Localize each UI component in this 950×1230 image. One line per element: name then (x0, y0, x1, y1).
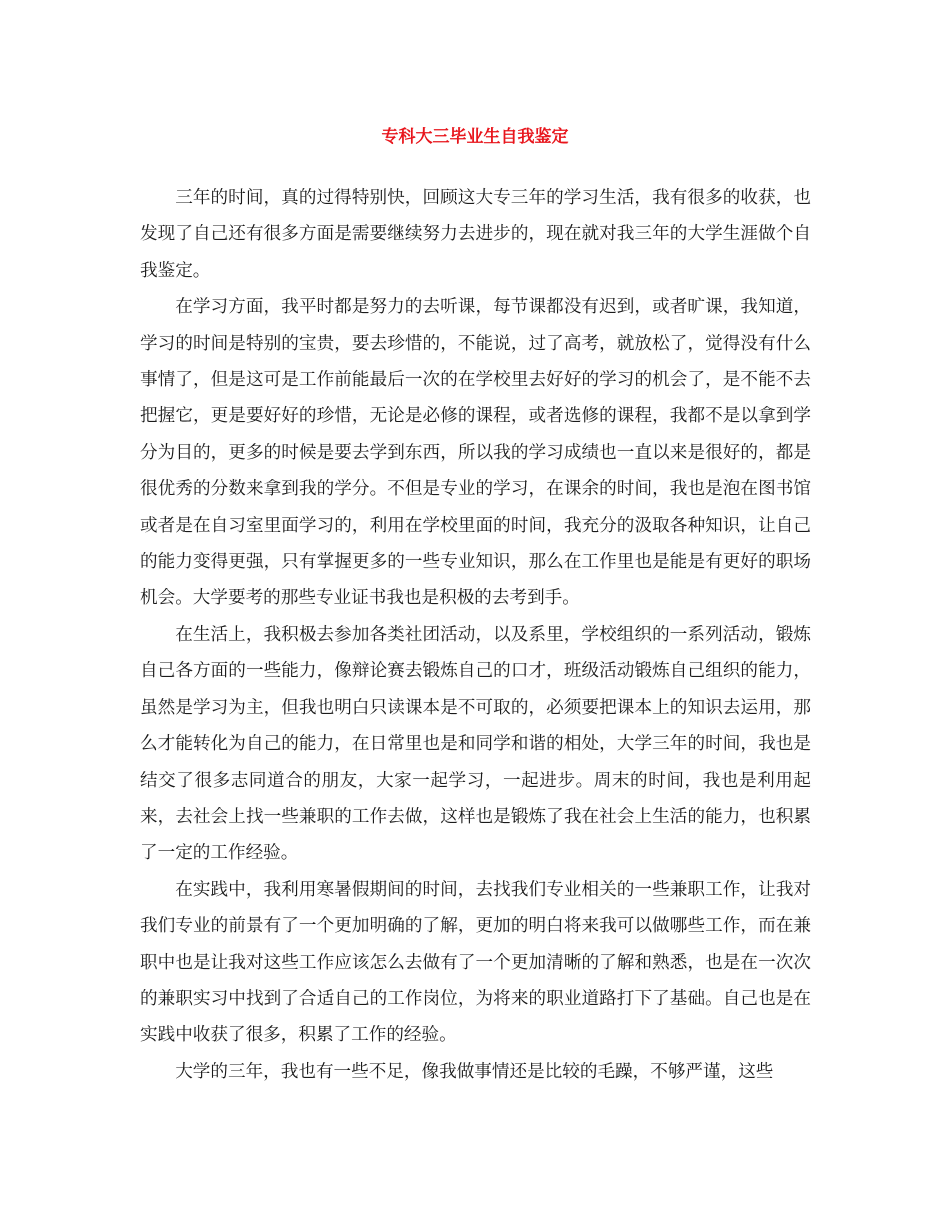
paragraph-practice: 在实践中，我利用寒暑假期间的时间，去找我们专业相关的一些兼职工作，让我对我们专业的前景有了一个更加明确的了解，更加的明白将来我可以做哪些工作，而在兼职中也是让我对这些工作应该怎么去做有了一个更加清晰的了解和熟悉，也是在一次次的兼职实习中找到了合适自己的工作岗位，为将来的职业道路打下了基础。自己也是在实践中收获了很多，积累了工作的经验。 (140, 879, 811, 1046)
document-body (140, 180, 811, 1090)
paragraph-life: 在生活上，我积极去参加各类社团活动，以及系里，学校组织的一系列活动，锻炼自己各方面的一些能力，像辩论赛去锻炼自己的口才，班级活动锻炼自己组织的能力，虽然是学习为主，但我也明白只读课本是不可取的，必须要把课本上的知识去运用，那么才能转化为自己的能力，在日常里也是和同学和谐的相处，大学三年的时间，我也是结交了很多志同道合的朋友，大家一起学习，一起进步。周末的时间，我也是利用起来，去社会上找一些兼职的工作去做，这样也是锻炼了我在社会上生活的能力，也积累了一定的工作经验。 (140, 624, 811, 864)
document-title: 专科大三毕业生自我鉴定 (381, 127, 569, 147)
paragraph-intro: 三年的时间，真的过得特别快，回顾这大专三年的学习生活，我有很多的收获，也发现了自己还有很多方面是需要继续努力去进步的，现在就对我三年的大学生涯做个自我鉴定。 (140, 188, 811, 281)
paragraph-shortcomings: 大学的三年，我也有一些不足，像我做事情还是比较的毛躁，不够严谨，这些 (175, 1061, 774, 1082)
paragraph-study: 在学习方面，我平时都是努力的去听课，每节课都没有迟到，或者旷课，我知道，学习的时间是特别的宝贵，要去珍惜的，不能说，过了高考，就放松了，觉得没有什么事情了，但是这可是工作前能最后一次的在学校里去好好的学习的机会了，是不能不去把握它，更是要好好的珍惜，无论是必修的课程，或者选修的课程，我都不是以拿到学分为目的，更多的时候是要去学到东西，所以我的学习成绩也一直以来是很好的，都是很优秀的分数来拿到我的学分。不但是专业的学习，在课余的时间，我也是泡在图书馆或者是在自习室里面学习的，利用在学校里面的时间，我充分的汲取各种知识，让自己的能力变得更强，只有掌握更多的一些专业知识，那么在工作里也是能是有更好的职场机会。大学要考的那些专业证书我也是积极的去考到手。 (140, 297, 811, 609)
